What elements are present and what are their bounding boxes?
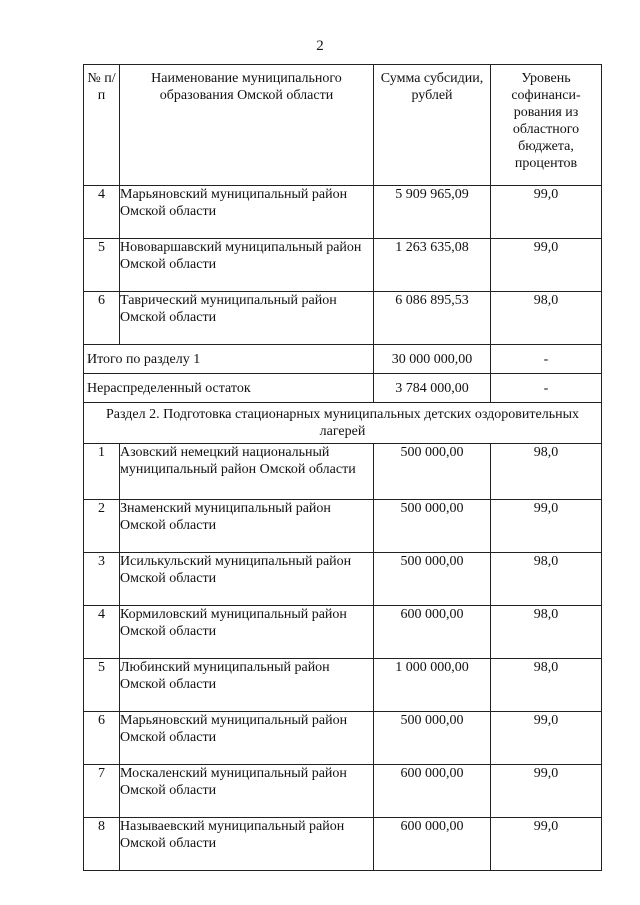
table-row [84, 500, 602, 553]
row-num: 2 [84, 500, 120, 553]
row-sum: 1 000 000,00 [374, 659, 491, 712]
row-num: 7 [84, 765, 120, 818]
row-level: 99,0 [491, 765, 602, 818]
table-row [84, 444, 602, 500]
row-num: 4 [84, 606, 120, 659]
table-row [84, 659, 602, 712]
row-level: 98,0 [491, 659, 602, 712]
row-num: 6 [84, 712, 120, 765]
row-sum: 500 000,00 [374, 553, 491, 606]
row-name: Любинский муниципальный район Омской области [120, 659, 374, 712]
row-sum: 5 909 965,09 [374, 186, 491, 239]
row-level: 99,0 [491, 500, 602, 553]
section-title-row [84, 403, 602, 444]
row-level: 99,0 [491, 239, 602, 292]
row-level: 99,0 [491, 186, 602, 239]
row-name: Таврический муниципальный район Омской области [120, 292, 374, 345]
total-label: Итого по разделу 1 [84, 345, 374, 374]
table-row [84, 818, 602, 871]
header-num: № п/п [84, 65, 120, 186]
row-num: 5 [84, 659, 120, 712]
row-name: Азовский немецкий национальный муниципальный район Омской области [120, 444, 374, 500]
row-sum: 1 263 635,08 [374, 239, 491, 292]
header-name: Наименование муниципального образования Омской области [120, 65, 374, 186]
row-num: 4 [84, 186, 120, 239]
row-name: Кормиловский муниципальный район Омской области [120, 606, 374, 659]
row-level: 98,0 [491, 292, 602, 345]
row-name: Исилькульский муниципальный район Омской области [120, 553, 374, 606]
table-row [84, 186, 602, 239]
table-row [84, 292, 602, 345]
row-name: Марьяновский муниципальный район Омской области [120, 186, 374, 239]
row-level: 98,0 [491, 444, 602, 500]
page-number: 2 [316, 38, 324, 54]
row-level: 99,0 [491, 818, 602, 871]
row-sum: 600 000,00 [374, 818, 491, 871]
table-row [84, 553, 602, 606]
table-row [84, 765, 602, 818]
row-sum: 600 000,00 [374, 606, 491, 659]
total-row [84, 345, 602, 374]
subsidy-table [83, 64, 602, 871]
row-sum: 600 000,00 [374, 765, 491, 818]
row-sum: 500 000,00 [374, 712, 491, 765]
total-sum: 30 000 000,00 [374, 345, 491, 374]
row-num: 1 [84, 444, 120, 500]
row-level: 98,0 [491, 606, 602, 659]
table-row [84, 712, 602, 765]
row-level: 98,0 [491, 553, 602, 606]
row-num: 5 [84, 239, 120, 292]
total-level: - [491, 345, 602, 374]
row-name: Москаленский муниципальный район Омской области [120, 765, 374, 818]
remainder-sum: 3 784 000,00 [374, 374, 491, 403]
remainder-label: Нераспределенный остаток [84, 374, 374, 403]
table-row [84, 239, 602, 292]
row-num: 8 [84, 818, 120, 871]
row-sum: 500 000,00 [374, 444, 491, 500]
remainder-level: - [491, 374, 602, 403]
row-sum: 6 086 895,53 [374, 292, 491, 345]
header-level: Уровень софинанси-рования из областного бюджета, процентов [491, 65, 602, 186]
section-title: Раздел 2. Подготовка стационарных муниципальных детских оздоровительных лагерей [84, 403, 602, 444]
row-level: 99,0 [491, 712, 602, 765]
row-name: Знаменский муниципальный район Омской области [120, 500, 374, 553]
row-name: Марьяновский муниципальный район Омской области [120, 712, 374, 765]
row-num: 6 [84, 292, 120, 345]
table-header-row [84, 65, 602, 186]
table-row [84, 606, 602, 659]
header-sum: Сумма субсидии, рублей [374, 65, 491, 186]
row-num: 3 [84, 553, 120, 606]
row-name: Называевский муниципальный район Омской области [120, 818, 374, 871]
row-name: Нововаршавский муниципальный район Омской области [120, 239, 374, 292]
row-sum: 500 000,00 [374, 500, 491, 553]
remainder-row [84, 374, 602, 403]
